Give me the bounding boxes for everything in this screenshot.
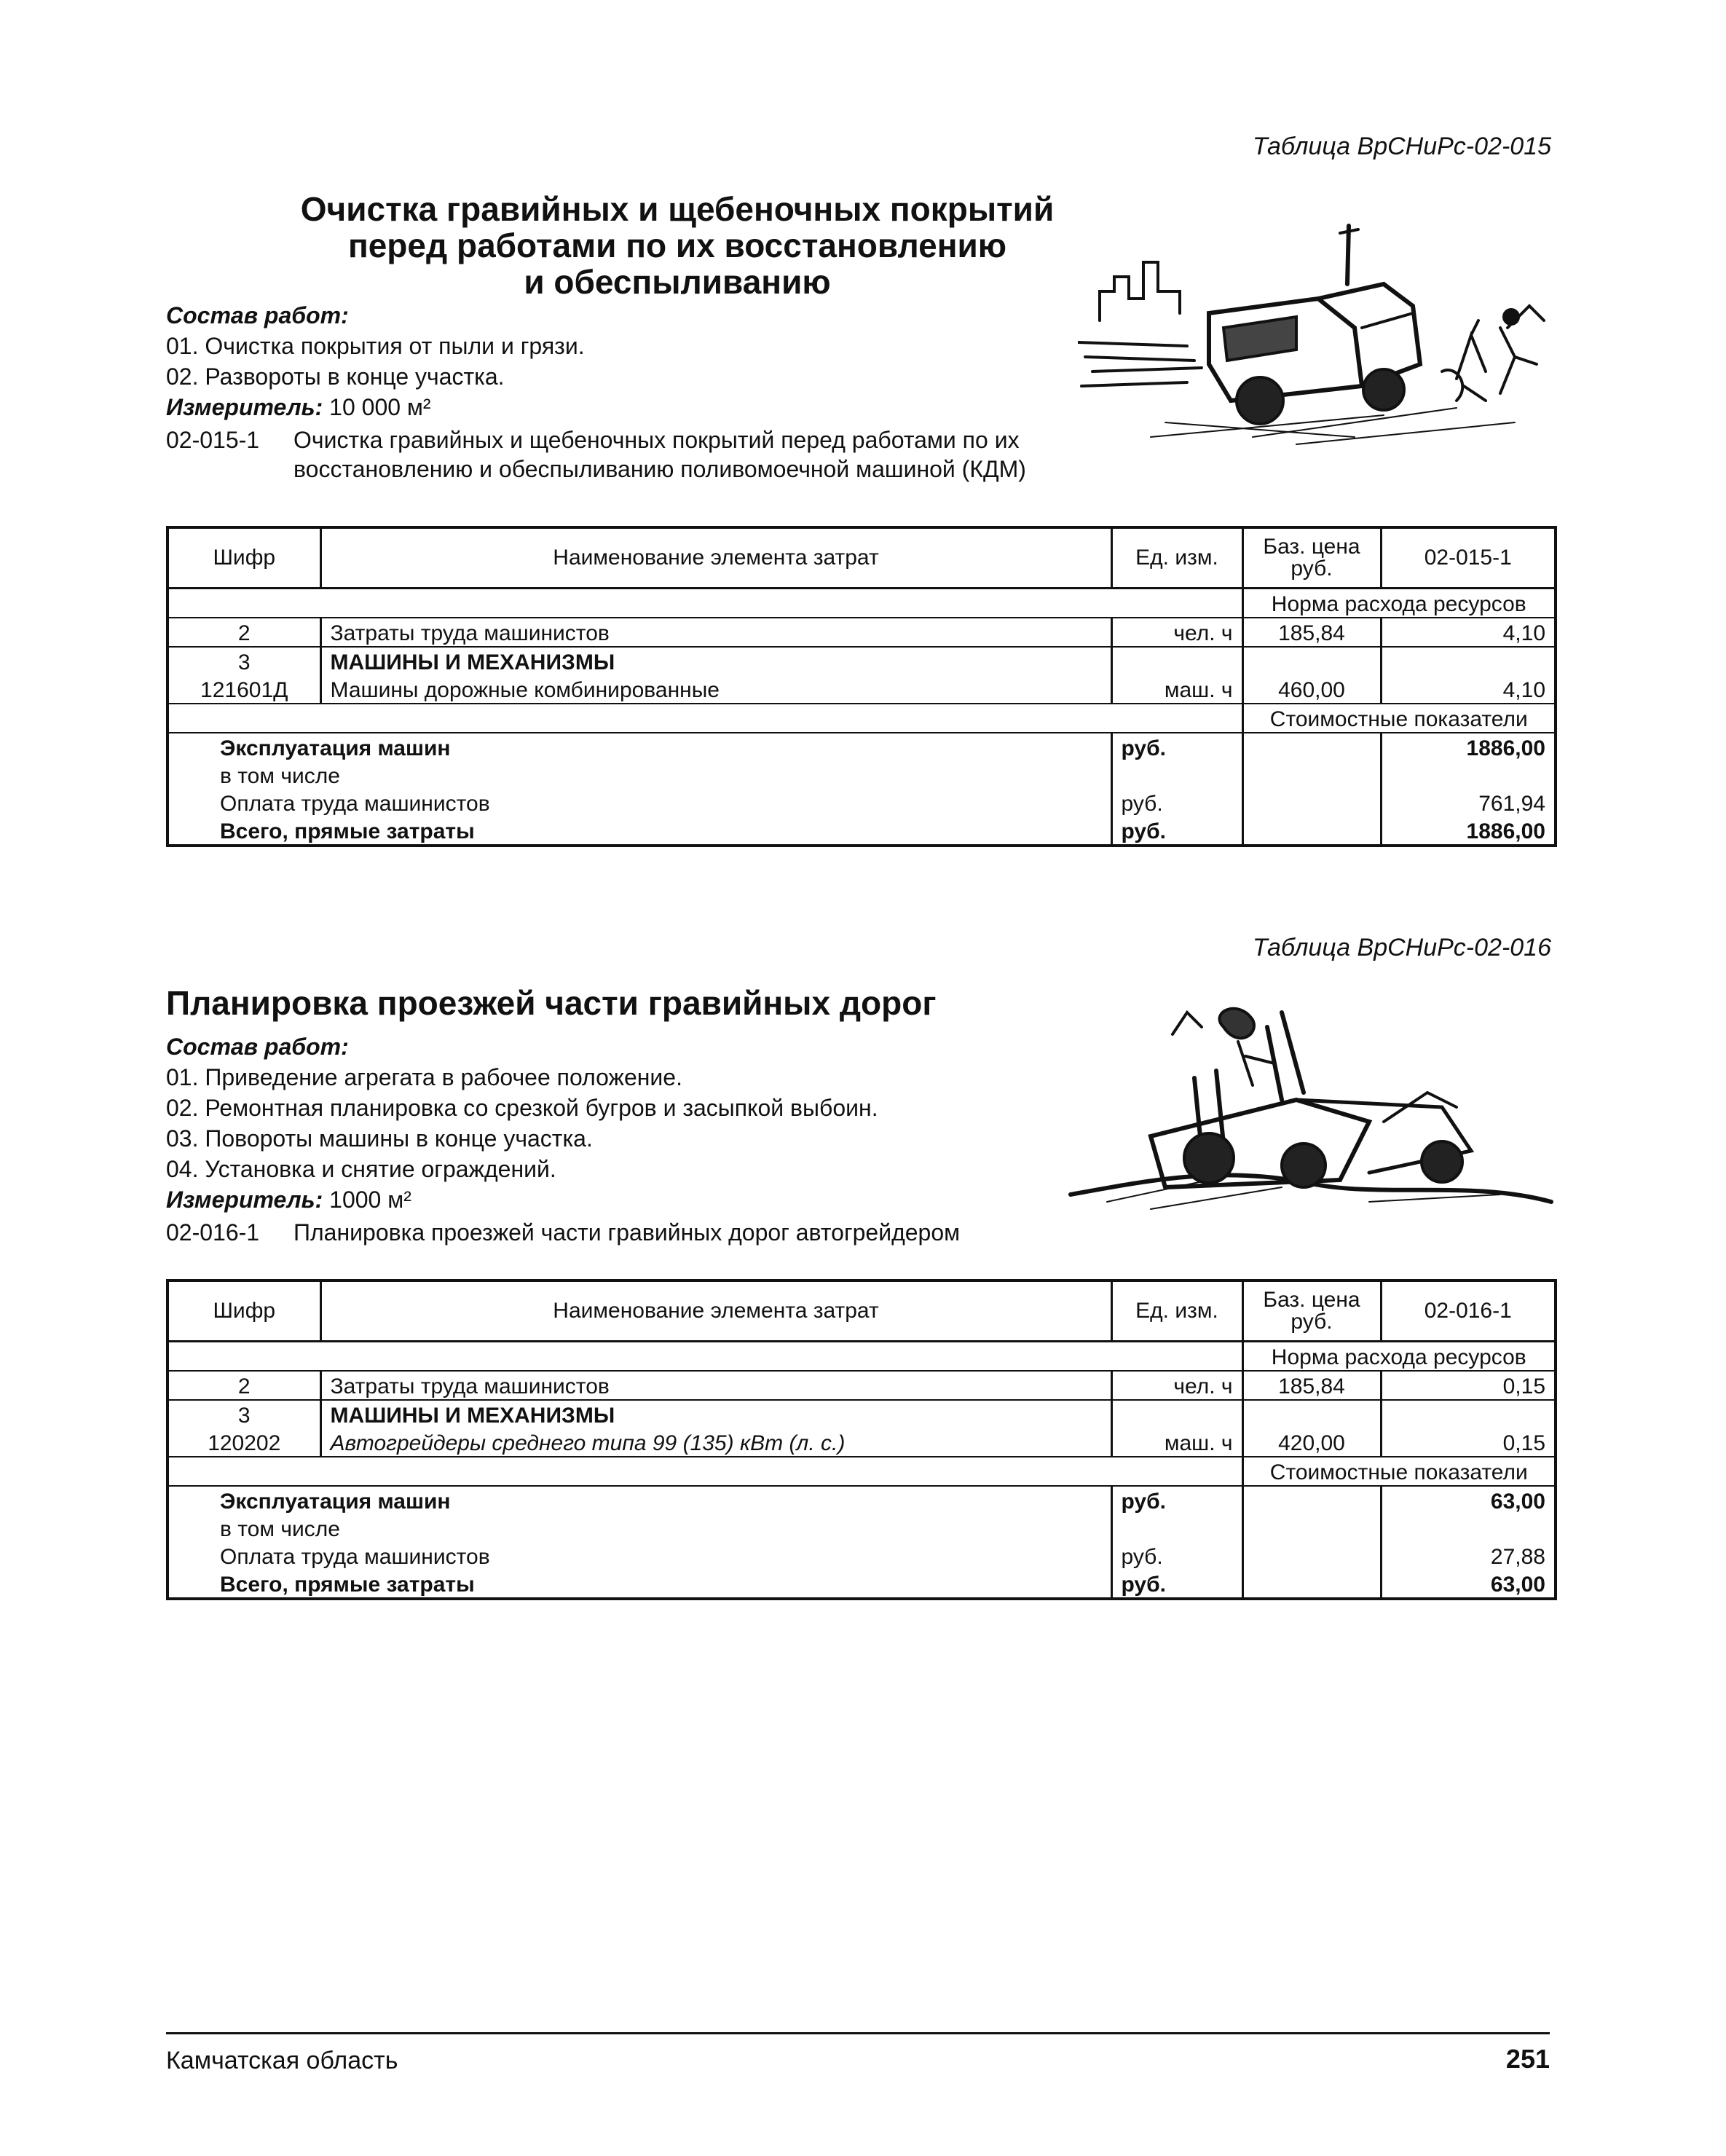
item-text: Очистка гравийных и щебеночных покрытий перед работами по их: [293, 427, 1020, 453]
cost-row: в том числе: [168, 1514, 1556, 1542]
composition-item: 02. Ремонтная планировка со срезкой бугров и засыпкой выбоин.: [166, 1095, 878, 1121]
item-code: 02-015-1: [166, 427, 260, 453]
motor-grader-illustration: [1063, 983, 1558, 1231]
measure-line: [166, 1184, 411, 1215]
cost-label: Стоимостные показатели: [1242, 704, 1556, 733]
composition-item: 03. Повороты машины в конце участка.: [166, 1125, 593, 1152]
cost-row: Оплата труда машинистов руб. 761,94: [168, 789, 1556, 817]
item-description: [166, 1218, 960, 1247]
composition-label: Состав работ:: [166, 302, 349, 328]
resource-table: [166, 1279, 1557, 1600]
item-text: Планировка проезжей части гравийных дорог автогрейдером: [293, 1219, 961, 1246]
item-text: восстановлению и обеспыливанию поливомоечной машиной (КДМ): [293, 456, 1026, 482]
title-line: перед работами по их восстановлению: [347, 227, 1007, 264]
composition-label: Состав работ:: [166, 1034, 349, 1060]
composition-item: 02. Развороты в конце участка.: [166, 363, 505, 390]
cost-label: Стоимостные показатели: [1242, 1457, 1556, 1486]
table-row: 2 Затраты труда машинистов чел. ч 185,84 0,15: [168, 1371, 1556, 1400]
header-unit: Ед. изм.: [1111, 1280, 1242, 1342]
measure-label: Измеритель:: [166, 1187, 323, 1213]
table-row: 3 МАШИНЫ И МЕХАНИЗМЫ: [168, 1400, 1556, 1428]
cost-row: Эксплуатация машин руб. 1886,00: [168, 733, 1556, 761]
footer-region: Камчатская область: [166, 2047, 398, 2074]
item-code: 02-016-1: [166, 1219, 260, 1246]
title-line: Очистка гравийных и щебеночных покрытий: [300, 190, 1055, 228]
measure-value: 1000 м²: [329, 1187, 411, 1213]
section-title: [168, 191, 1187, 300]
page-number: 251: [1505, 2044, 1550, 2074]
item-description: [166, 425, 1026, 484]
cost-row: в том числе: [168, 761, 1556, 789]
header-price: Баз. цена руб.: [1242, 527, 1381, 589]
composition-item: 01. Приведение агрегата в рабочее положение.: [166, 1064, 682, 1090]
cost-row: Всего, прямые затраты руб. 1886,00: [168, 817, 1556, 846]
footer-rule: [166, 2032, 1550, 2034]
composition-item: 01. Очистка покрытия от пыли и грязи.: [166, 333, 585, 359]
table-label: Таблица ВрСНиРс-02-016: [1252, 934, 1551, 961]
header-norm-code: 02-015-1: [1381, 527, 1556, 589]
header-name: Наименование элемента затрат: [320, 527, 1111, 589]
table-row: 121601Д Машины дорожные комбинированные маш. ч 460,00 4,10: [168, 675, 1556, 704]
norm-label: Норма расхода ресурсов: [1242, 589, 1556, 618]
measure-value: 10 000 м²: [329, 394, 431, 420]
header-name: Наименование элемента затрат: [320, 1280, 1111, 1342]
table-row: 120202 Автогрейдеры среднего типа 99 (135) кВт (л. с.) маш. ч 420,00 0,15: [168, 1428, 1556, 1457]
measure-label: Измеритель:: [166, 394, 323, 420]
table-row: 2 Затраты труда машинистов чел. ч 185,84 4,10: [168, 618, 1556, 647]
header-price: Баз. цена руб.: [1242, 1280, 1381, 1342]
header-unit: Ед. изм.: [1111, 527, 1242, 589]
measure-line: [166, 392, 431, 422]
header-code: Шифр: [168, 527, 320, 589]
title-line: и обеспыливанию: [524, 263, 831, 301]
composition-item: 04. Установка и снятие ограждений.: [166, 1156, 556, 1182]
cost-row: Оплата труда машинистов руб. 27,88: [168, 1542, 1556, 1570]
cost-row: Всего, прямые затраты руб. 63,00: [168, 1570, 1556, 1599]
cost-row: Эксплуатация машин руб. 63,00: [168, 1486, 1556, 1514]
norm-label: Норма расхода ресурсов: [1242, 1342, 1556, 1372]
street-cleaning-truck-illustration: [1078, 219, 1558, 452]
section-title: Планировка проезжей части гравийных дорог: [166, 984, 937, 1022]
table-label: Таблица ВрСНиРс-02-015: [1252, 133, 1551, 160]
header-code: Шифр: [168, 1280, 320, 1342]
header-norm-code: 02-016-1: [1381, 1280, 1556, 1342]
resource-table: [166, 526, 1557, 847]
table-row: 3 МАШИНЫ И МЕХАНИЗМЫ: [168, 647, 1556, 675]
